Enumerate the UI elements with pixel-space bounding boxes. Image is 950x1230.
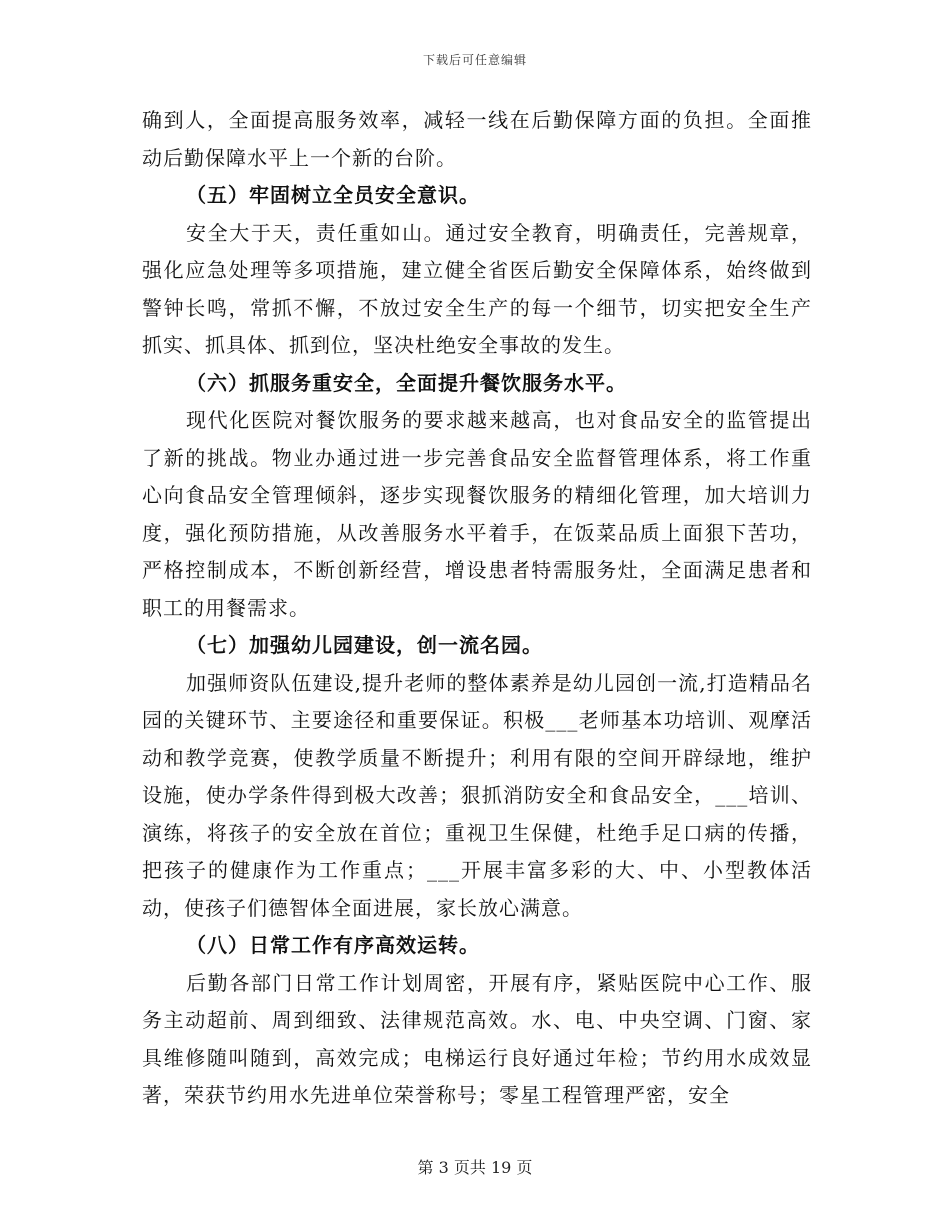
section-heading: （八）日常工作有序高效运转。 (186, 933, 480, 957)
section-heading: （七）加强幼儿园建设，创一流名园。 (186, 633, 543, 657)
body-paragraph: 后勤各部门日常工作计划周密，开展有序，紧贴医院中心工作、服务主动超前、周到细致、法律规范高效。水、电、中央空调、门窗、家具维修随叫随到，高效完成；电梯运行良好通过年检；节约用水成效显著，荣获节约用水先进单位荣誉称号；零星工程管理严密，安全 (142, 970, 812, 1107)
body-paragraph: 安全大于天，责任重如山。通过安全教育，明确责任，完善规章，强化应急处理等多项措施，建立健全省医后勤安全保障体系，始终做到警钟长鸣，常抓不懈，不放过安全生产的每一个细节，切实把安全生产抓实、抓具体、抓到位，坚决杜绝安全事故的发生。 (142, 220, 812, 357)
page-header: 下载后可任意编辑 (422, 53, 527, 67)
section-heading: （六）抓服务重安全，全面提升餐饮服务水平。 (186, 370, 627, 395)
body-paragraph: 加强师资队伍建设,提升老师的整体素养是幼儿园创一流,打造精品名园的关键环节、主要途径和重要保证。积极___老师基本功培训、观摩活动和教学竞赛，使教学质量不断提升；利用有限的空间开辟绿地，维护设施，使办学条件得到极大改善；狠抓消防安全和食品安全，___培训、演练，将孩子的安全放在首位；重视卫生保健，杜绝手足口病的传播，把孩子的健康作为工作重点；___开展丰富多彩的大、中、小型教体活动，使孩子们德智体全面进展，家长放心满意。 (142, 670, 812, 920)
body-paragraph: 现代化医院对餐饮服务的要求越来越高，也对食品安全的监管提出了新的挑战。物业办通过进一步完善食品安全监督管理体系，将工作重心向食品安全管理倾斜，逐步实现餐饮服务的精细化管理，加大培训力度，强化预防措施，从改善服务水平着手，在饭菜品质上面狠下苦功，严格控制成本，不断创新经营，增设患者特需服务灶，全面满足患者和职工的用餐需求。 (142, 408, 812, 620)
page-footer: 第 3 页共 19 页 (417, 1158, 533, 1177)
section-heading: （五）牢固树立全员安全意识。 (186, 183, 480, 207)
body-paragraph: 确到人，全面提高服务效率，减轻一线在后勤保障方面的负担。全面推动后勤保障水平上一个新的台阶。 (142, 108, 812, 170)
document-body (142, 102, 812, 1115)
